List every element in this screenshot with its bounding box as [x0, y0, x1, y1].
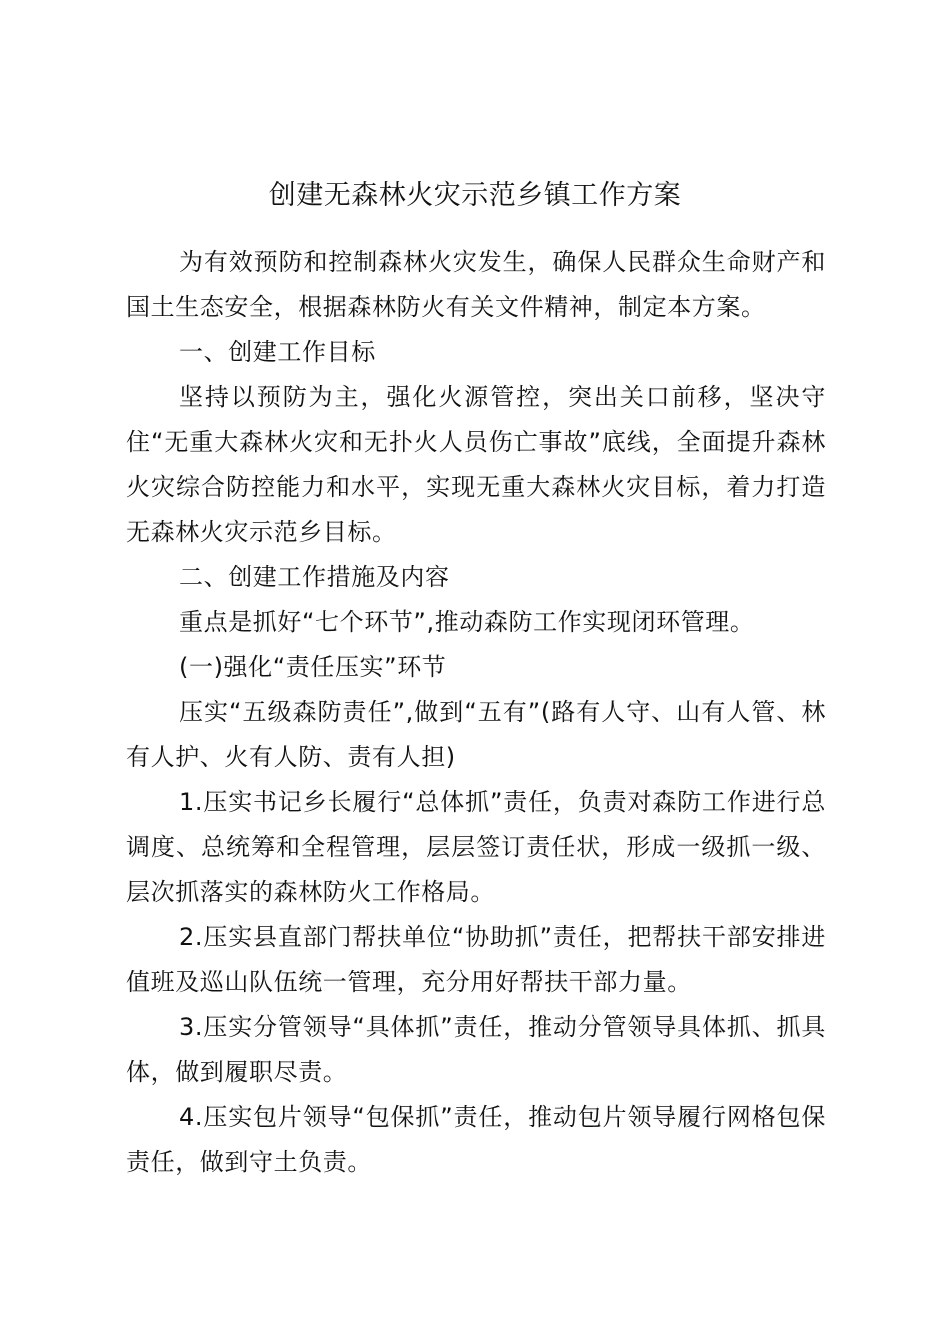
responsibility-paragraph: 压实“五级森防责任”,做到“五有”(路有人守、山有人管、林有人护、火有人防、责有人担): [126, 698, 826, 771]
section-heading-goal: 一、创建工作目标: [179, 338, 376, 366]
list-item-1: 1.压实书记乡长履行“总体抓”责任，负责对森防工作进行总调度、总统筹和全程管理，层层签订责任状，形成一级抓一级、层次抓落实的森林防火工作格局。: [126, 788, 826, 906]
measures-intro-paragraph: 重点是抓好“七个环节”,推动森防工作实现闭环管理。: [179, 608, 755, 636]
intro-paragraph: 为有效预防和控制森林火灾发生，确保人民群众生命财产和国土生态安全，根据森林防火有关文件精神，制定本方案。: [126, 248, 826, 321]
list-item-2: 2.压实县直部门帮扶单位“协助抓”责任，把帮扶干部安排进值班及巡山队伍统一管理，充分用好帮扶干部力量。: [126, 923, 826, 996]
goal-paragraph: 坚持以预防为主，强化火源管控，突出关口前移，坚决守住“无重大森林火灾和无扑火人员伤亡事故”底线，全面提升森林火灾综合防控能力和水平，实现无重大森林火灾目标，着力打造无森林火灾示范乡目标。: [126, 383, 826, 546]
document-title: 创建无森林火灾示范乡镇工作方案: [268, 180, 682, 211]
section-heading-measures: 二、创建工作措施及内容: [179, 563, 450, 591]
document-body: [126, 240, 826, 1185]
list-item-3: 3.压实分管领导“具体抓”责任，推动分管领导具体抓、抓具体，做到履职尽责。: [126, 1013, 826, 1086]
list-item-4: 4.压实包片领导“包保抓”责任，推动包片领导履行网格包保责任，做到守土负责。: [126, 1103, 826, 1176]
subsection-heading-responsibility: (一)强化“责任压实”环节: [179, 653, 447, 681]
